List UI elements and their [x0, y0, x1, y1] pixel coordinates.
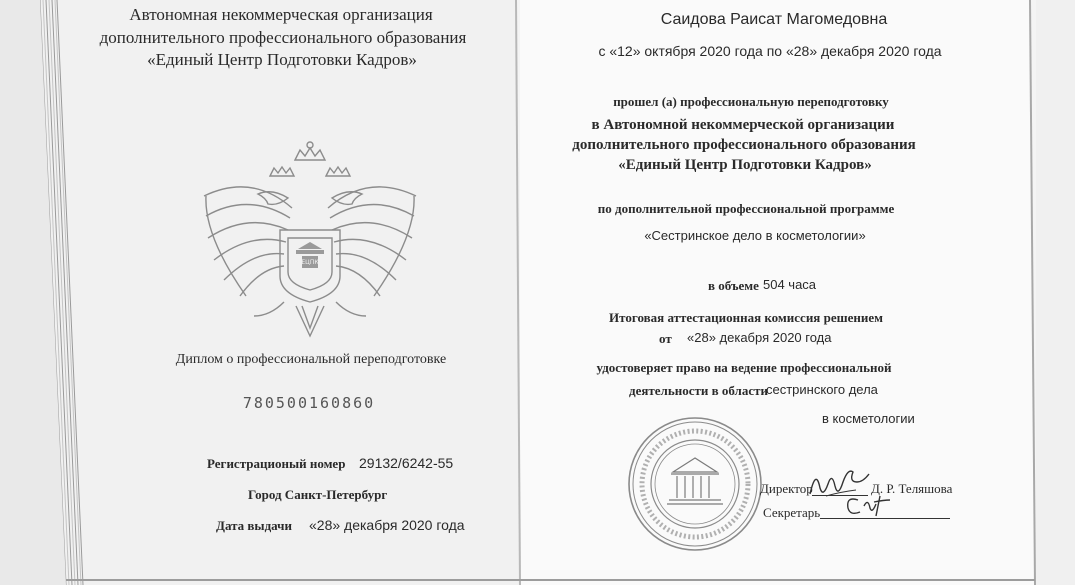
decision-date: «28» декабря 2020 года	[687, 330, 832, 345]
commission-decision: Итоговая аттестационная комиссия решением	[609, 310, 883, 325]
volume-label: в объеме	[708, 278, 759, 293]
program-label: по дополнительной профессиональной программе	[597, 201, 895, 216]
reg-number-value: 29132/6242-55	[359, 455, 454, 471]
certifies-right: удостоверяет право на ведение профессиональной	[596, 360, 892, 375]
activity-value-cont: в косметологии	[822, 411, 915, 426]
svg-text:ЕЦПК: ЕЦПК	[301, 259, 319, 266]
left-org-line2: дополнительного профессионального образования	[99, 28, 467, 47]
graduate-full-name: Саидова Раисат Магомедовна	[660, 11, 888, 28]
secretary-signature-icon	[842, 490, 912, 522]
issue-date-label: Дата выдачи	[216, 518, 292, 533]
reg-number-label: Регистрационый номер	[207, 456, 346, 471]
left-org-line1: Автономная некоммерческая организация	[129, 5, 433, 24]
activity-label: деятельности в области	[629, 383, 768, 398]
left-org-line3: «Единый Центр Подготовки Кадров»	[147, 50, 417, 69]
program-name: «Сестринское дело в косметологии»	[644, 228, 866, 243]
right-org-line2: дополнительного профессионального образования	[572, 137, 916, 153]
study-period: с «12» октября 2020 года по «28» декабря 2020 года	[598, 43, 942, 59]
right-org-line3: «Единый Центр Подготовки Кадров»	[618, 157, 872, 173]
director-name: Д. Р. Теляшова	[871, 481, 953, 496]
issue-date-value: «28» декабря 2020 года	[309, 517, 465, 533]
right-org-line1: в Автономной некоммерческой организации	[591, 117, 895, 133]
diploma-title: Диплом о профессиональной переподготовке	[175, 352, 447, 367]
organization-seal-icon	[625, 414, 765, 554]
volume-value: 504 часа	[763, 277, 817, 292]
decision-from-label: от	[659, 331, 672, 346]
activity-value: сестринского дела	[766, 382, 878, 397]
coat-of-arms-eagle-icon	[200, 138, 420, 343]
secretary-label: Секретарь	[763, 505, 821, 520]
diploma-number: 780500160860	[242, 394, 376, 412]
city: Город Санкт-Петербург	[248, 487, 388, 502]
director-label: Директор	[760, 481, 813, 496]
passed-retraining: прошел (а) профессиональную переподготовку	[613, 94, 889, 109]
